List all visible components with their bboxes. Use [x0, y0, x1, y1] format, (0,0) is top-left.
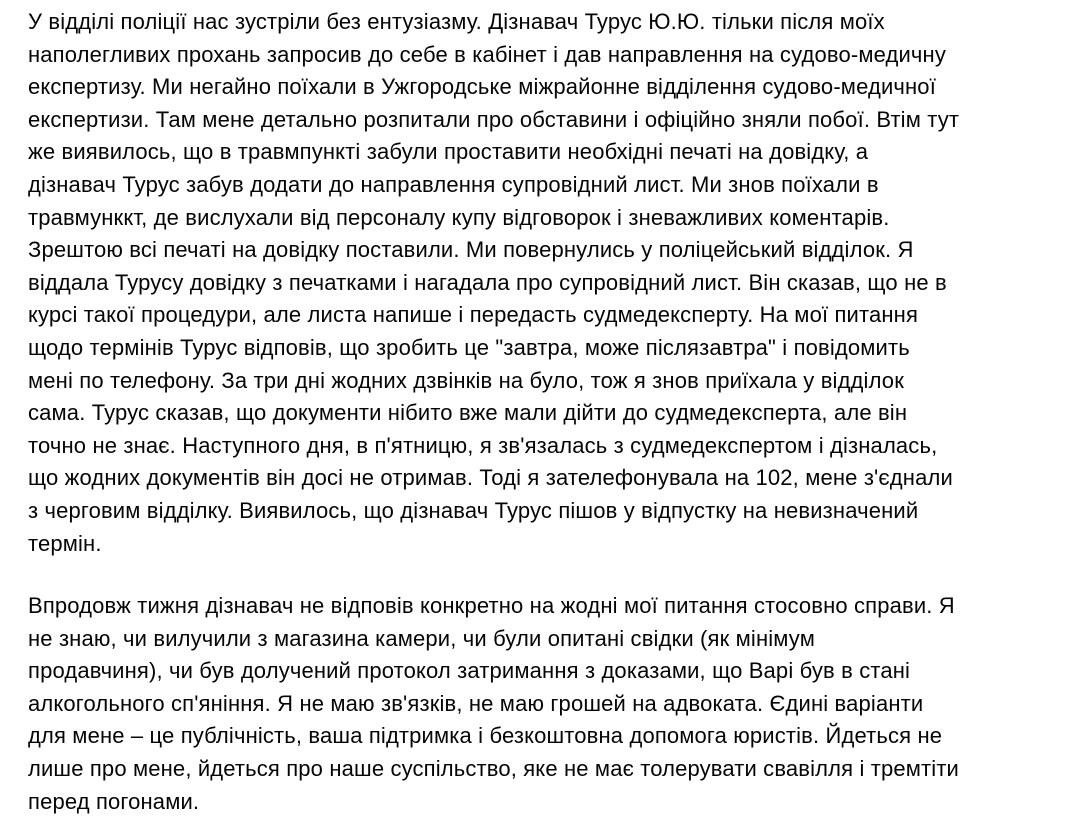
paragraph-2 — [28, 590, 1064, 818]
text-line: термін. — [28, 530, 102, 556]
text-line: курсі такої процедури, але листа напише і передасть судмедексперту. На мої питання — [28, 302, 919, 328]
text-line: же виявилось, що в травмпункті забули проставити необхідні печаті на довідку, а — [28, 139, 869, 165]
text-line: експертизу. Ми негайно поїхали в Ужгородське міжрайонне відділення судово-медичної — [28, 74, 936, 100]
text-line: продавчиня), чи був долучений протокол затримання з доказами, що Варі був в стані — [28, 658, 911, 684]
paragraph-1 — [28, 6, 1064, 560]
text-line: травмунккт, де вислухали від персоналу купу відговорок і зневажливих коментарів. — [28, 204, 890, 230]
text-line: точно не знає. Наступного дня, в п'ятницю, я зв'язалась з судмедекспертом і дізналась, — [28, 432, 938, 458]
text-line: з черговим відділку. Виявилось, що дізнавач Турус пішов у відпустку на невизначений — [28, 497, 919, 523]
text-line: перед погонами. — [28, 788, 200, 814]
text-line: мені по телефону. За три дні жодних дзвінків на було, тож я знов приїхала у відділок — [28, 367, 904, 393]
text-line: експертизи. Там мене детально розпитали про обставини і офіційно зняли побої. Втім тут — [28, 106, 960, 132]
text-line: лише про мене, йдеться про наше суспільство, яке не має толерувати свавілля і тремтіти — [28, 756, 959, 782]
text-line: алкогольного сп'яніння. Я не маю зв'язків, не маю грошей на адвоката. Єдині варіанти — [28, 690, 924, 716]
text-line: щодо термінів Турус відповів, що зробить це "завтра, може післязавтра" і повідомить — [28, 334, 910, 360]
text-line: дізнавач Турус забув додати до направлення супровідний лист. Ми знов поїхали в — [28, 171, 879, 197]
text-line: для мене – це публічність, ваша підтримка і безкоштовна допомога юристів. Йдеться не — [28, 723, 943, 749]
text-line: Зрештою всі печаті на довідку поставили. Ми повернулись у поліцейський відділок. Я — [28, 237, 914, 263]
text-line: У відділі поліції нас зустріли без ентузіазму. Дізнавач Турус Ю.Ю. тільки після моїх — [28, 9, 885, 34]
paragraph-spacer — [28, 560, 1064, 590]
text-line: наполегливих прохань запросив до себе в кабінет і дав направлення на судово-медичну — [28, 41, 946, 67]
text-line: віддала Турусу довідку з печатками і нагадала про супровідний лист. Він сказав, що не в — [28, 269, 947, 295]
text-line: не знаю, чи вилучили з магазина камери, чи були опитані свідки (як мінімум — [28, 625, 815, 651]
text-line: сама. Турус сказав, що документи нібито вже мали дійти до судмедексперта, але він — [28, 400, 908, 426]
text-line: Впродовж тижня дізнавач не відповів конкретно на жодні мої питання стосовно справи. Я — [28, 593, 955, 619]
text-line: що жодних документів він досі не отримав. Тоді я зателефонувала на 102, мене з'єднали — [28, 465, 953, 491]
